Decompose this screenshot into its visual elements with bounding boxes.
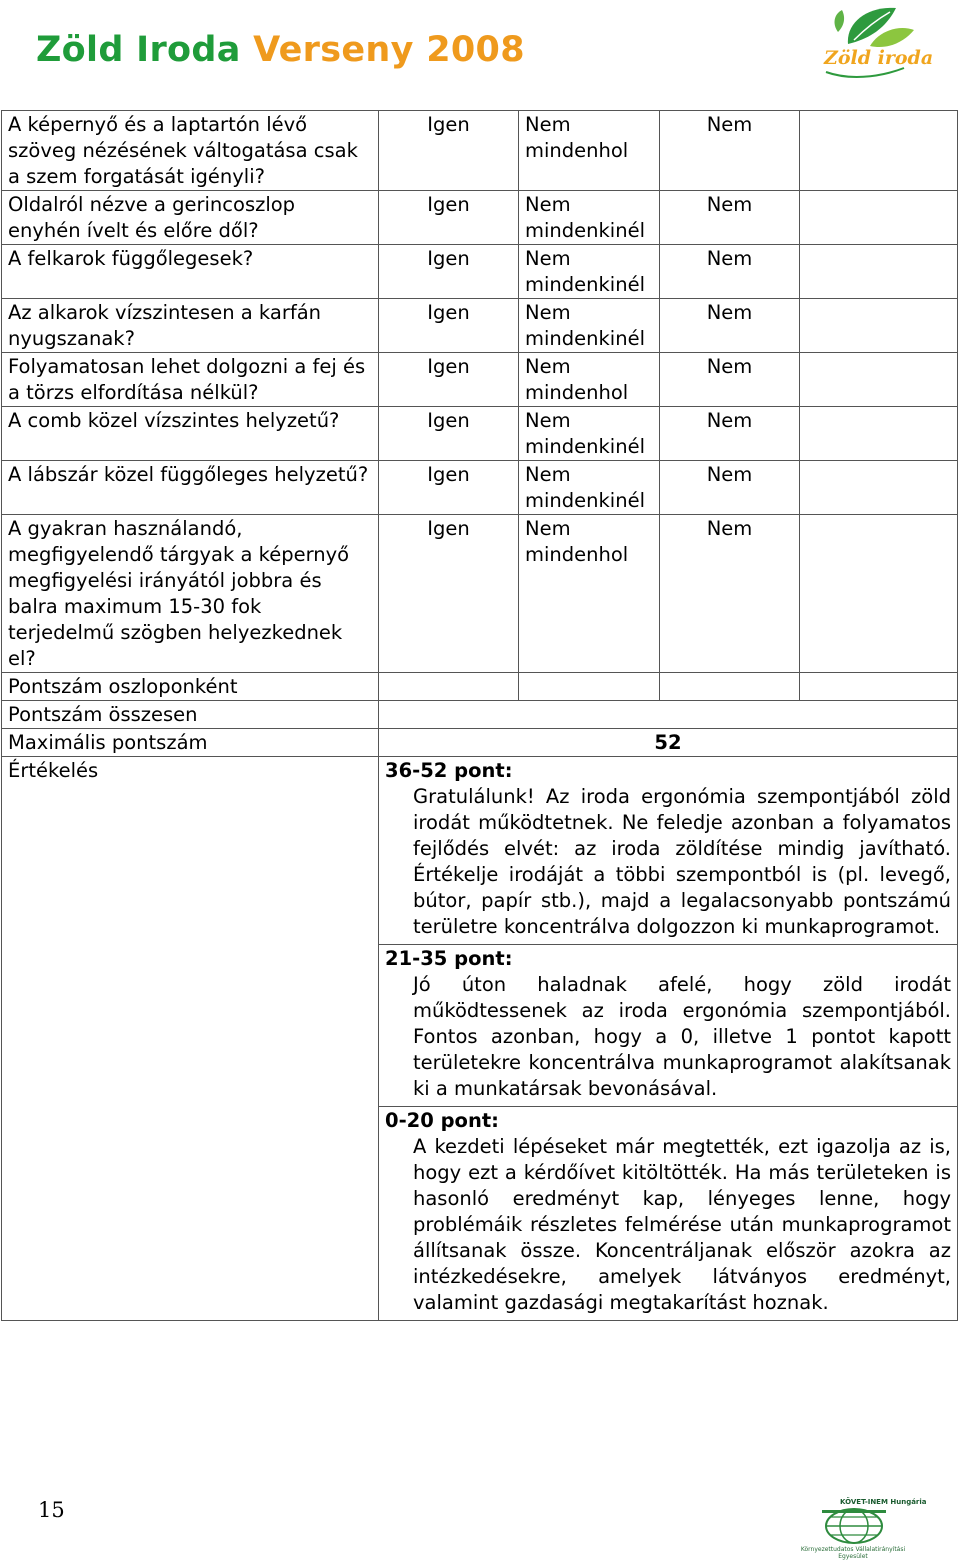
answer-yes-cell: Igen	[379, 245, 519, 299]
answer-yes-cell: Igen	[379, 461, 519, 515]
logo-text: Zöld iroda	[824, 47, 934, 69]
question-cell: A gyakran használandó, megfigyelendő tárgyak a képernyő megfigyelési irányától jobbra és balra maximum 15-30 fok terjedelmű szögben helyezkednek el?	[2, 515, 379, 673]
answer-partial-cell: Nem mindenhol	[519, 111, 660, 191]
table-row	[2, 407, 958, 461]
column-score-label: Pontszám oszloponként	[2, 673, 379, 701]
max-score-row	[2, 729, 958, 757]
score-cell[interactable]	[800, 353, 958, 407]
evaluation-text-cell	[379, 1107, 958, 1321]
answer-partial-cell: Nem mindenkinél	[519, 461, 660, 515]
max-score-value: 52	[379, 729, 958, 757]
evaluation-label-cell: Értékelés	[2, 757, 379, 945]
answer-no-cell: Nem	[660, 191, 800, 245]
answer-no-cell: Nem	[660, 353, 800, 407]
table-row	[2, 245, 958, 299]
kovet-globe-logo-icon	[792, 1498, 927, 1560]
answer-no-cell: Nem	[660, 299, 800, 353]
column-score-cell-3[interactable]	[660, 673, 800, 701]
table-row	[2, 191, 958, 245]
answer-partial-cell: Nem mindenkinél	[519, 245, 660, 299]
score-cell[interactable]	[800, 461, 958, 515]
page-header-title	[36, 30, 525, 70]
header-title-green: Zöld Iroda	[36, 30, 241, 70]
answer-yes-cell: Igen	[379, 407, 519, 461]
answer-no-cell: Nem	[660, 515, 800, 673]
score-range-text: Jó úton haladnak afelé, hogy zöld irodát működtessenek az iroda ergonómia szempontjából. Fontos azonban, hogy a 0, illetve 1 pontot kapott területekre koncentrálva munkaprogramot alakítsanak ki a munkatársak bevonásával.	[413, 973, 951, 1100]
answer-yes-cell: Igen	[379, 353, 519, 407]
total-score-cell[interactable]	[379, 701, 958, 729]
page-number: 15	[38, 1498, 65, 1522]
column-score-cell-1[interactable]	[379, 673, 519, 701]
question-cell: Oldalról nézve a gerincoszlop enyhén ívelt és előre dől?	[2, 191, 379, 245]
score-cell[interactable]	[800, 111, 958, 191]
score-range-heading: 36-52 pont:	[385, 759, 513, 782]
question-cell: Folyamatosan lehet dolgozni a fej és a törzs elfordítása nélkül?	[2, 353, 379, 407]
score-cell[interactable]	[800, 191, 958, 245]
score-range-text: Gratulálunk! Az iroda ergonómia szempontjából zöld irodát működtetnek. Ne feledje azonban a folyamatos fejlődés elvét: az iroda zöldítése mindig javítható. Értékelje irodáját a többi szempontból is (pl. levegő, bútor, papír stb.), majd a legalacsonyabb pontszámú területre koncentrálva dolgozzon ki munkaprogramot.	[413, 785, 951, 938]
question-cell: A comb közel vízszintes helyzetű?	[2, 407, 379, 461]
score-range-heading: 0-20 pont:	[385, 1109, 499, 1132]
zold-iroda-logo-icon	[818, 2, 934, 84]
answer-partial-cell: Nem mindenhol	[519, 353, 660, 407]
answer-yes-cell: Igen	[379, 515, 519, 673]
column-score-cell-4[interactable]	[800, 673, 958, 701]
table-row	[2, 515, 958, 673]
evaluation-text-cell	[379, 757, 958, 945]
total-score-row	[2, 701, 958, 729]
evaluation-text-cell	[379, 945, 958, 1107]
footer-logo-top-text: KÖVET-INEM Hungária	[840, 1498, 927, 1506]
answer-no-cell: Nem	[660, 245, 800, 299]
answer-partial-cell: Nem mindenhol	[519, 515, 660, 673]
table-row	[2, 353, 958, 407]
question-rows	[2, 111, 958, 673]
column-score-cell-2[interactable]	[519, 673, 660, 701]
ergonomics-table	[1, 110, 958, 1321]
evaluation-rows	[2, 757, 958, 1321]
question-cell: A képernyő és a laptartón lévő szöveg nézésének váltogatása csak a szem forgatását igényli?	[2, 111, 379, 191]
evaluation-label-cell	[2, 945, 379, 1107]
header-title-orange: Verseny 2008	[253, 30, 525, 70]
table-row	[2, 111, 958, 191]
answer-no-cell: Nem	[660, 111, 800, 191]
question-cell: A felkarok függőlegesek?	[2, 245, 379, 299]
footer-logo-bottom-text: Környezettudatos Vállalatirányítási Egyesület	[800, 1546, 906, 1560]
column-score-row	[2, 673, 958, 701]
score-range-heading: 21-35 pont:	[385, 947, 513, 970]
score-range-text: A kezdeti lépéseket már megtették, ezt igazolja az is, hogy ezt a kérdőívet kitöltötték. Ha más területeken is hasonló eredményt kap, lényeges lenne, hogy problémáik részletes felmérése után munkaprogramot állítsanak össze. Koncentráljanak először azokra az intézkedésekre, amelyek látványos eredményt, valamint gazdasági megtakarítást hoznak.	[413, 1135, 951, 1314]
answer-partial-cell: Nem mindenkinél	[519, 191, 660, 245]
evaluation-row	[2, 1107, 958, 1321]
answer-no-cell: Nem	[660, 461, 800, 515]
evaluation-row	[2, 945, 958, 1107]
score-cell[interactable]	[800, 245, 958, 299]
evaluation-label-cell	[2, 1107, 379, 1321]
answer-yes-cell: Igen	[379, 111, 519, 191]
evaluation-row	[2, 757, 958, 945]
question-cell: A lábszár közel függőleges helyzetű?	[2, 461, 379, 515]
score-cell[interactable]	[800, 299, 958, 353]
score-cell[interactable]	[800, 515, 958, 673]
table-row	[2, 299, 958, 353]
table-row	[2, 461, 958, 515]
answer-partial-cell: Nem mindenkinél	[519, 407, 660, 461]
total-score-label: Pontszám összesen	[2, 701, 379, 729]
max-score-label: Maximális pontszám	[2, 729, 379, 757]
question-cell: Az alkarok vízszintesen a karfán nyugszanak?	[2, 299, 379, 353]
answer-partial-cell: Nem mindenkinél	[519, 299, 660, 353]
answer-yes-cell: Igen	[379, 191, 519, 245]
answer-no-cell: Nem	[660, 407, 800, 461]
score-cell[interactable]	[800, 407, 958, 461]
answer-yes-cell: Igen	[379, 299, 519, 353]
